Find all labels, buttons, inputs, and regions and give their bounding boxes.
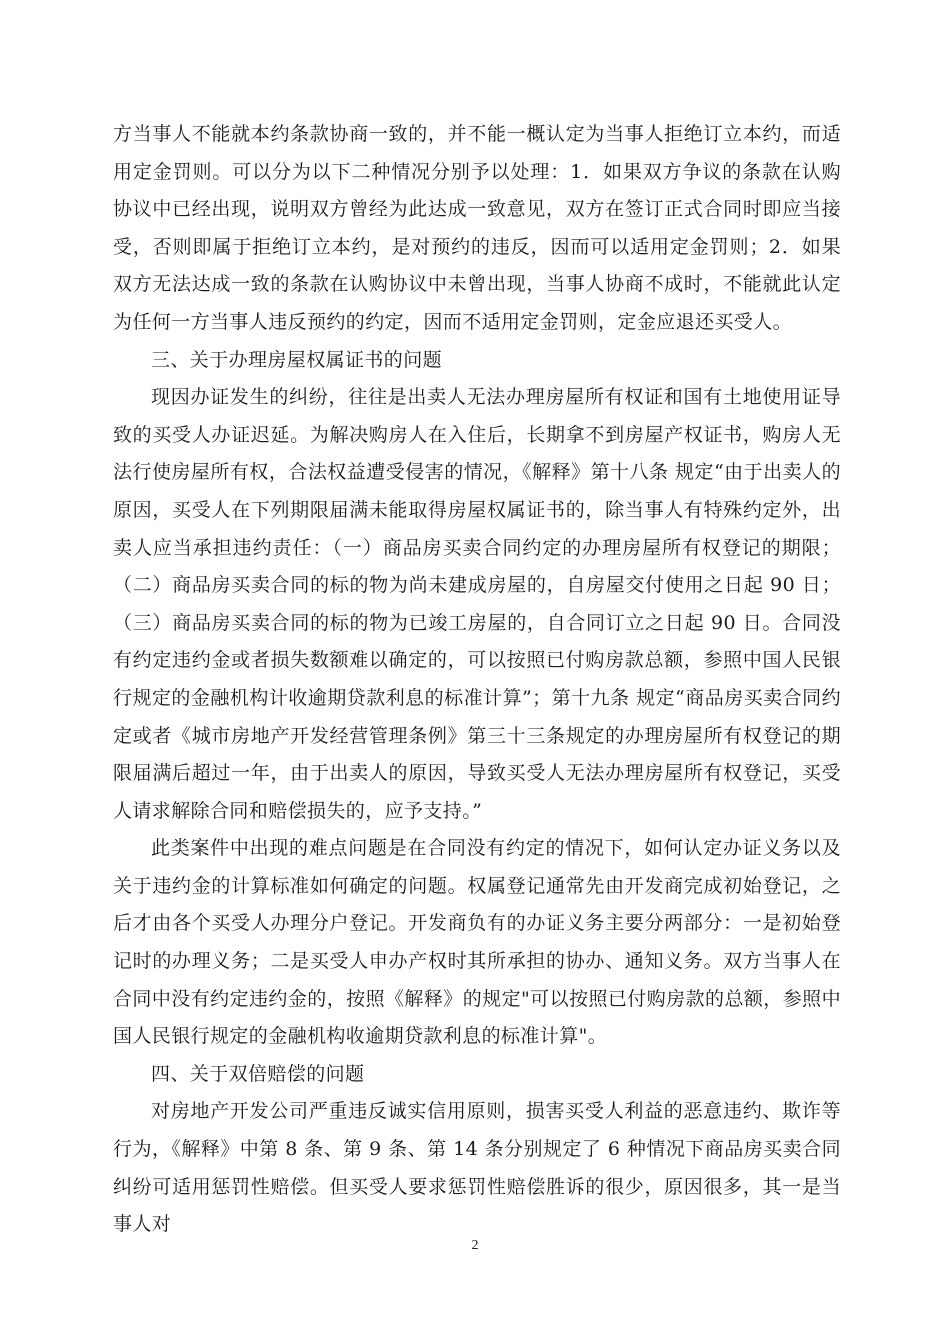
paragraph-definite-deposit-rules: 方当事人不能就本约条款协商一致的，并不能一概认定为当事人拒绝订立本约，而适用定金罚则。可以分为以下二种情况分别予以处理：1．如果双方争议的条款在认购协议中已经出现，说明双方曾经为此达成一致意见，双方在签订正式合同时即应当接受，否则即属于拒绝订立本约，是对预约的违反，因而可以适用定金罚则；2．如果双方无法达成一致的条款在认购协议中未曾出现，当事人协商不成时，不能就此认定为任何一方当事人违反预约的约定，因而不适用定金罚则，定金应退还买受人。 (113, 123, 841, 333)
paragraph-difficult-issues: 此类案件中出现的难点问题是在合同没有约定的情况下，如何认定办证义务以及关于违约金的计算标准如何确定的问题。权属登记通常先由开发商完成初始登记，之后才由各个买受人办理分户登记。开发商负有的办证义务主要分两部分：一是初始登记时的办理义务；二是买受人申办产权时其所承担的协办、通知义务。双方当事人在合同中没有约定违约金的，按照《解释》的规定"可以按照已付购房款的总额，参照中国人民银行规定的金融机构收逾期贷款利息的标准计算"。 (113, 837, 841, 1048)
page-number: 2 (471, 1238, 479, 1253)
section-heading-ownership-certificate: 三、关于办理房屋权属证书的问题 (151, 348, 443, 371)
paragraph-certificate-disputes: 现因办证发生的纠纷，往往是出卖人无法办理房屋所有权证和国有土地使用证导致的买受人办证迟延。为解决购房人在入住后，长期拿不到房屋产权证书，购房人无法行使房屋所有权，合法权益遭受侵害的情况，《解释》第十八条 规定“由于出卖人的原因，买受人在下列期限届满未能取得房屋权属证书的，除当事人有特殊约定外，出卖人应当承担违约责任：（一）商品房买卖合同约定的办理房屋所有权登记的期限；（二）商品房买卖合同的标的物为尚未建成房屋的，自房屋交付使用之日起 90 日；（三）商品房买卖合同的标的物为已竣工房屋的，自合同订立之日起 90 日。合同没有约定违约金或者损失数额难以确定的，可以按照已付购房款总额，参照中国人民银行规定的金融机构计收逾期贷款利息的标准计算”；第十九条 规定“商品房买卖合同约定或者《城市房地产开发经营管理条例》第三十三条规定的办理房屋所有权登记的期限届满后超过一年，由于出卖人的原因，导致买受人无法办理房屋所有权登记，买受人请求解除合同和赔偿损失的，应予支持。” (113, 386, 841, 822)
section-heading-double-compensation: 四、关于双倍赔偿的问题 (151, 1062, 365, 1085)
document-body (113, 116, 841, 1244)
paragraph-punitive-damages: 对房地产开发公司严重违反诚实信用原则，损害买受人利益的恶意违约、欺诈等行为，《解释》中第 8 条、第 9 条、第 14 条分别规定了 6 种情况下商品房买卖合同纠纷可适用惩罚性赔偿。但买受人要求惩罚性赔偿胜诉的很少，原因很多，其一是当事人对 (113, 1100, 841, 1236)
